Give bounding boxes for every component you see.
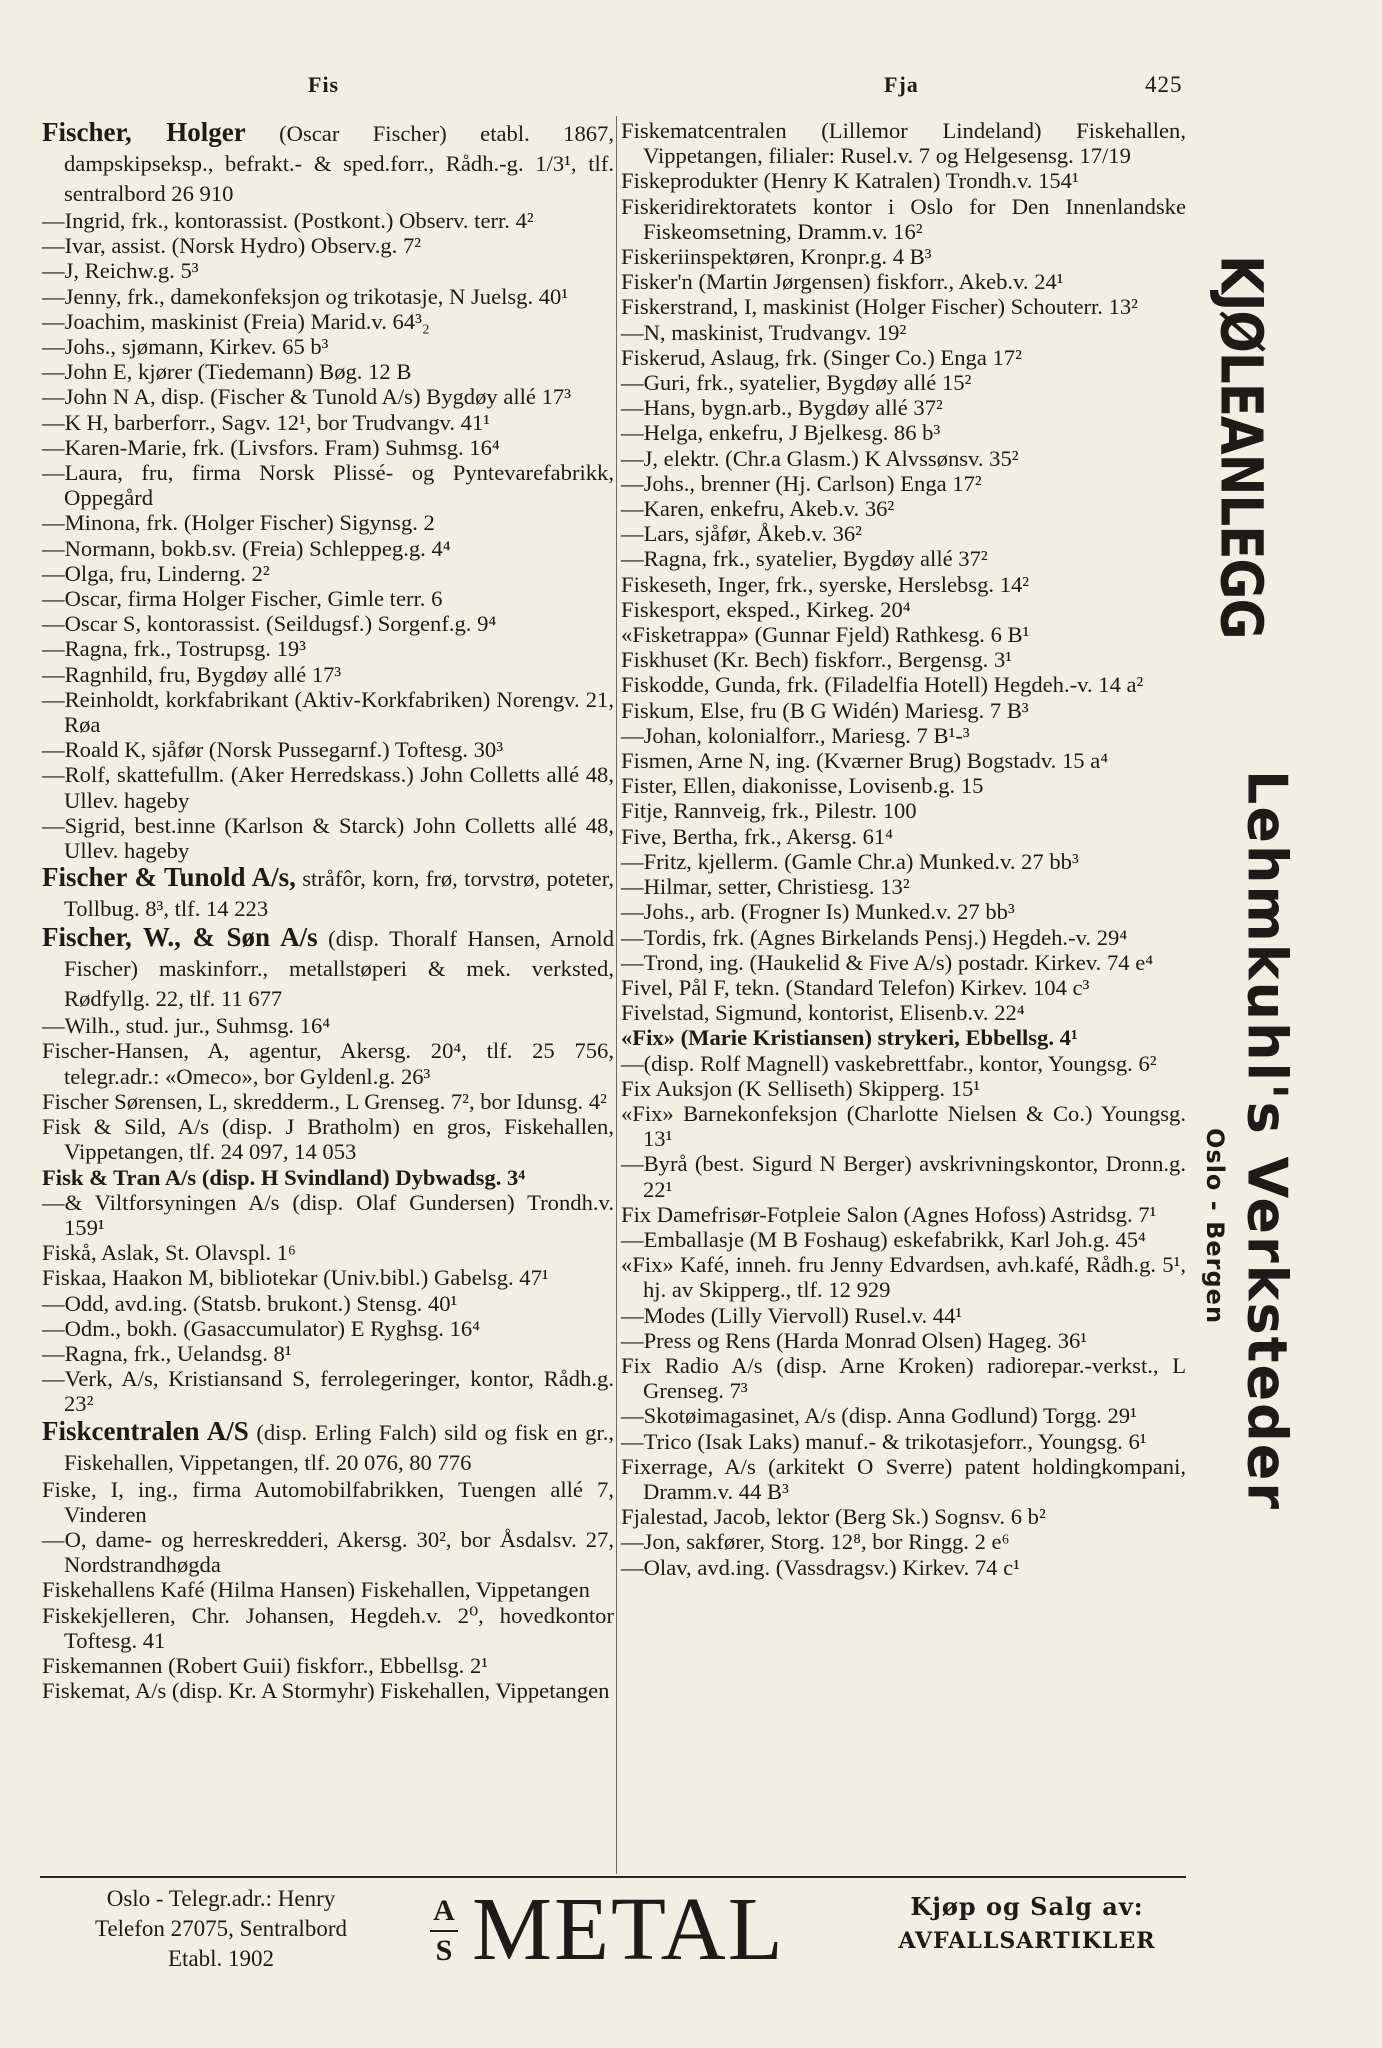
- directory-entry: [42, 435, 614, 460]
- entry-text: —Laura, fru, firma Norsk Plissé- og Pyntevarefabrikk, Oppegård: [42, 460, 614, 511]
- as-bottom: S: [435, 1934, 453, 1967]
- entry-text: —Jon, sakfører, Storg. 12⁸, bor Ringg. 2 e⁶: [621, 1529, 1010, 1555]
- footer-advertisement: [40, 1880, 1186, 2000]
- entry-text: —Karen, enkefru, Akeb.v. 36²: [621, 496, 895, 522]
- header-center-keyword: Fja: [884, 72, 919, 97]
- entry-details: (disp. Thoralf Hansen, Arnold Fischer) maskinforr., metallstøperi & mek. verksted, Rødfyllg. 22, tlf. 11 677: [64, 926, 614, 1012]
- footer-contact: [54, 1884, 388, 1974]
- entry-text: «Fix» Barnekonfeksjon (Charlotte Nielsen & Co.) Youngsg. 13¹: [621, 1100, 1186, 1152]
- entry-text: Fixerrage, A/s (arkitekt O Sverre) patent holdingkompani, Dramm.v. 44 B³: [621, 1453, 1186, 1504]
- directory-entry: [621, 1202, 1186, 1227]
- entry-text: —Lars, sjåfør, Åkeb.v. 36²: [621, 521, 862, 547]
- entry-text: Fiskehallens Kafé (Hilma Hansen) Fiskehallen, Vippetangen: [42, 1577, 590, 1603]
- directory-entry: [42, 536, 614, 561]
- footer-right-1: Kjøp og Salg av:: [910, 1892, 1144, 1921]
- entry-text: Five, Bertha, frk., Akersg. 61⁴: [621, 823, 894, 849]
- entry-text: —Jenny, frk., damekonfeksjon og trikotasje, N Juelsg. 40¹: [42, 283, 569, 309]
- directory-entry: [42, 1527, 614, 1577]
- entry-details: stråfôr, korn, frø, torvstrø, poteter, Tollbug. 8³, tlf. 14 223: [64, 866, 614, 922]
- entry-text: Fix Damefrisør-Fotpleie Salon (Agnes Hofoss) Astridsg. 7¹: [621, 1201, 1157, 1227]
- directory-entry: [621, 345, 1186, 370]
- entry-text: —Odm., bokh. (Gasaccumulator) E Ryghsg. 16⁴: [42, 1315, 481, 1341]
- directory-entry: [42, 662, 614, 687]
- directory-entry: [621, 1454, 1186, 1504]
- directory-entry: [42, 118, 614, 208]
- entry-text: Fivel, Pål F, tekn. (Standard Telefon) Kirkev. 104 c³: [621, 974, 1090, 1000]
- directory-entry: [621, 294, 1186, 319]
- entry-text: —J, Reichw.g. 5³: [42, 258, 199, 284]
- directory-entry: [42, 561, 614, 586]
- directory-entry: [42, 1316, 614, 1341]
- entry-text: Fisker'n (Martin Jørgensen) fiskforr., Akeb.v. 24¹: [621, 269, 1064, 295]
- directory-entry: [42, 1240, 614, 1265]
- directory-entry: [42, 1165, 614, 1190]
- entry-text: —Sigrid, best.inne (Karlson & Starck) John Colletts allé 48, Ullev. hageby: [42, 812, 614, 864]
- footer-line-1: Oslo - Telegr.adr.: Henry: [106, 1886, 336, 1911]
- ad-kjoleanlegg-text: KJØLEANLEGG: [1207, 255, 1275, 639]
- entry-text: —Olga, fru, Linderng. 2²: [42, 560, 270, 586]
- directory-entry: [621, 647, 1186, 672]
- left-column: [42, 118, 614, 1703]
- entry-text: Fivelstad, Sigmund, kontorist, Elisenb.v. 22⁴: [621, 1000, 1025, 1026]
- directory-entry: [42, 923, 614, 1013]
- directory-entry: [621, 975, 1186, 1000]
- ad-lehmkuhl-text: Lehmkuhl's Verksteder: [1235, 770, 1299, 1512]
- entry-text: Fischer, W., & Søn A/s: [42, 922, 318, 953]
- directory-entry: [42, 359, 614, 384]
- directory-entry: [621, 748, 1186, 773]
- directory-entry: [42, 460, 614, 510]
- footer-right: [868, 1890, 1186, 1958]
- directory-entry: [42, 1577, 614, 1602]
- footer-line-3: Etabl. 1902: [167, 1946, 275, 1971]
- entry-text: Fiskeprodukter (Henry K Katralen) Trondh.v. 154¹: [621, 168, 1079, 194]
- ad-oslo-bergen-text: Oslo - Bergen: [1201, 1128, 1229, 1325]
- directory-entry: [621, 622, 1186, 647]
- entry-text: —Trico (Isak Laks) manuf.- & trikotasjeforr., Youngsg. 6¹: [621, 1428, 1147, 1454]
- entry-text: Fiskå, Aslak, St. Olavspl. 1⁶: [42, 1240, 296, 1266]
- directory-entry: [621, 1076, 1186, 1101]
- footer-right-2: AVFALLSARTIKLER: [898, 1928, 1156, 1954]
- entry-text: —Ingrid, frk., kontorassist. (Postkont.) Observ. terr. 4²: [42, 208, 534, 233]
- as-bar: [430, 1930, 458, 1932]
- directory-entry: [42, 1013, 614, 1038]
- directory-entry: [621, 521, 1186, 546]
- entry-text: Fisk & Tran A/s (disp. H Svindland) Dybwadsg. 3⁴: [42, 1164, 526, 1190]
- directory-entry: [621, 1529, 1186, 1554]
- right-column: [621, 118, 1186, 1580]
- footer-divider: [40, 1876, 1186, 1878]
- entry-text: —Johan, kolonialforr., Mariesg. 7 B¹-³: [621, 722, 970, 748]
- ad-lehmkuhl: [1232, 770, 1302, 1760]
- directory-entry: [621, 168, 1186, 193]
- entry-text: —(disp. Rolf Magnell) vaskebrettfabr., kontor, Youngsg. 6²: [621, 1050, 1157, 1076]
- directory-entry: [621, 496, 1186, 521]
- entry-text: Fiskeriinspektøren, Kronpr.g. 4 B³: [621, 244, 932, 270]
- directory-entry: [42, 334, 614, 359]
- entry-text: «Fix» Kafé, inneh. fru Jenny Edvardsen, avh.kafé, Rådh.g. 5¹, hj. av Skipperg., tlf. 12 929: [621, 1252, 1186, 1303]
- directory-entry: [42, 1114, 614, 1164]
- directory-entry: [42, 1038, 614, 1088]
- entry-text: Fitje, Rannveig, frk., Pilestr. 100: [621, 798, 917, 824]
- directory-entry: [621, 698, 1186, 723]
- entry-text: Fjalestad, Jacob, lektor (Berg Sk.) Sognsv. 6 b²: [621, 1504, 1046, 1530]
- entry-text: —Ragnhild, fru, Bygdøy allé 17³: [42, 661, 342, 687]
- entry-text: —Oscar, firma Holger Fischer, Gimle terr. 6: [42, 586, 443, 612]
- entry-text: Fiskum, Else, fru (B G Widén) Mariesg. 7 B³: [621, 697, 1029, 723]
- entry-text: —Ragna, frk., Uelandsg. 8¹: [42, 1340, 292, 1366]
- directory-entry: [621, 1101, 1186, 1151]
- entry-text: —Hans, bygn.arb., Bygdøy allé 37²: [621, 395, 943, 421]
- directory-entry: [621, 874, 1186, 899]
- directory-entry: [42, 1417, 614, 1477]
- entry-text: —Reinholdt, korkfabrikant (Aktiv-Korkfabriken) Norengv. 21, Røa: [42, 686, 614, 738]
- entry-text: Fischer & Tunold A/s,: [42, 862, 296, 893]
- directory-entry: [42, 208, 614, 233]
- entry-text: «Fix» (Marie Kristiansen) strykeri, Ebbellsg. 4¹: [621, 1025, 1078, 1051]
- entry-text: «Fisketrappa» (Gunnar Fjeld) Rathkesg. 6 B¹: [621, 622, 1030, 648]
- entry-text: —Karen-Marie, frk. (Livsfors. Fram) Suhmsg. 16⁴: [42, 434, 500, 460]
- directory-entry: [621, 1252, 1186, 1302]
- directory-entry: [42, 1603, 614, 1653]
- directory-entry: [42, 284, 614, 309]
- entry-text: —Tordis, frk. (Agnes Birkelands Pensj.) Hegdeh.-v. 29⁴: [621, 924, 1128, 950]
- entry-text: —Ragna, frk., Tostrupsg. 19³: [42, 636, 306, 662]
- entry-text: —Johs., brenner (Hj. Carlson) Enga 17²: [621, 470, 982, 496]
- directory-entry: [42, 1678, 614, 1703]
- entry-text: —John E, kjører (Tiedemann) Bøg. 12 B: [42, 359, 412, 385]
- directory-entry: [621, 1303, 1186, 1328]
- entry-text: Fiskeridirektoratets kontor i Oslo for Den Innenlandske Fiskeomsetning, Dramm.v. 16²: [621, 193, 1186, 244]
- entry-text: Fiskeseth, Inger, frk., syerske, Herslebsg. 14²: [621, 571, 1030, 597]
- directory-entry: [42, 1341, 614, 1366]
- directory-entry: [621, 194, 1186, 244]
- entry-text: —Johs., sjømann, Kirkev. 65 b³: [42, 334, 329, 360]
- directory-entry: [621, 925, 1186, 950]
- directory-entry: [42, 309, 614, 334]
- directory-entry: [42, 762, 614, 812]
- entry-text: —J, elektr. (Chr.a Glasm.) K Alvssønsv. 35²: [621, 445, 1019, 471]
- entry-text: Fiskemannen (Robert Guii) fiskforr., Ebbellsg. 2¹: [42, 1652, 489, 1678]
- ad-oslo-bergen: [1198, 1128, 1232, 1438]
- directory-entry: [42, 813, 614, 863]
- entry-text: —N, maskinist, Trudvangv. 19²: [621, 319, 907, 345]
- directory-entry: [621, 546, 1186, 571]
- page-number: 425: [1145, 72, 1183, 97]
- entry-text: —Guri, frk., syatelier, Bygdøy allé 15²: [621, 370, 972, 396]
- directory-entry: [42, 1477, 614, 1527]
- directory-entry: [621, 798, 1186, 823]
- directory-entry: [621, 899, 1186, 924]
- column-divider: [616, 116, 617, 1874]
- directory-entry: [621, 824, 1186, 849]
- entry-text: —Hilmar, setter, Christiesg. 13²: [621, 874, 910, 900]
- directory-entry: [621, 1429, 1186, 1454]
- directory-entry: [42, 737, 614, 762]
- as-top: A: [433, 1894, 455, 1927]
- directory-entry: [42, 1291, 614, 1316]
- directory-entry: [621, 118, 1186, 168]
- directory-entry: [621, 773, 1186, 798]
- directory-entry: [621, 950, 1186, 975]
- entry-text: Fix Radio A/s (disp. Arne Kroken) radiorepar.-verkst., L Grenseg. 7³: [621, 1352, 1186, 1404]
- entry-text: Fiskerud, Aslaug, frk. (Singer Co.) Enga 17²: [621, 344, 1022, 370]
- entry-text: —Byrå (best. Sigurd N Berger) avskrivningskontor, Dronn.g. 22¹: [621, 1151, 1186, 1202]
- entry-text: —Ragna, frk., syatelier, Bygdøy allé 37²: [621, 546, 988, 572]
- directory-entry: [621, 471, 1186, 496]
- entry-text: Fiske, I, ing., firma Automobilfabrikken, Tuengen allé 7, Vinderen: [42, 1476, 614, 1527]
- directory-entry: [621, 1504, 1186, 1529]
- entry-text: Fister, Ellen, diakonisse, Lovisenb.g. 15: [621, 773, 984, 799]
- directory-entry: [42, 611, 614, 636]
- entry-text: —Oscar S, kontorassist. (Seildugsf.) Sorgenf.g. 9⁴: [42, 611, 497, 637]
- footer-brand-metal: METAL: [472, 1880, 785, 1979]
- directory-entry: [621, 395, 1186, 420]
- directory-entry: [621, 1151, 1186, 1201]
- entry-text: Fismen, Arne N, ing. (Kværner Brug) Bogstadv. 15 a⁴: [621, 748, 1109, 774]
- entry-text: —John N A, disp. (Fischer & Tunold A/s) Bygdøy allé 17³: [42, 384, 571, 410]
- directory-entry: [42, 384, 614, 409]
- entry-text: —Skotøimagasinet, A/s (disp. Anna Godlund) Torgg. 29¹: [621, 1403, 1137, 1429]
- entry-text: Fiskaa, Haakon M, bibliotekar (Univ.bibl.) Gabelsg. 47¹: [42, 1265, 549, 1291]
- entry-text: —Rolf, skattefullm. (Aker Herredskass.) John Colletts allé 48, Ullev. hageby: [42, 762, 614, 813]
- entry-text: —Odd, avd.ing. (Statsb. brukont.) Stensg. 40¹: [42, 1290, 458, 1316]
- directory-entry: [42, 1089, 614, 1114]
- entry-text: —Modes (Lilly Viervoll) Rusel.v. 44¹: [621, 1302, 963, 1328]
- directory-entry: [621, 420, 1186, 445]
- directory-entry: [42, 586, 614, 611]
- entry-text: Fiskerstrand, I, maskinist (Holger Fischer) Schouterr. 13²: [621, 294, 1138, 320]
- directory-entry: [42, 1265, 614, 1290]
- directory-entry: [621, 1227, 1186, 1252]
- header-left-keyword: Fis: [308, 72, 340, 97]
- directory-entry: [621, 269, 1186, 294]
- entry-text: —Verk, A/s, Kristiansand S, ferrolegeringer, kontor, Rådh.g. 23²: [42, 1366, 614, 1417]
- entry-text: —Normann, bokb.sv. (Freia) Schleppeg.g. 4⁴: [42, 535, 451, 561]
- directory-entry: [42, 1653, 614, 1678]
- directory-entry: [621, 320, 1186, 345]
- entry-text: Fix Auksjon (K Selliseth) Skipperg. 15¹: [621, 1075, 981, 1101]
- entry-text: —Fritz, kjellerm. (Gamle Chr.a) Munked.v. 27 bb³: [621, 848, 1079, 874]
- directory-entry: [621, 1353, 1186, 1403]
- entry-text: Fiskekjelleren, Chr. Johansen, Hegdeh.v. 2⁰, hovedkontor Toftesg. 41: [42, 1602, 614, 1653]
- entry-text: Fischer, Holger: [42, 117, 246, 147]
- entry-text: —Press og Rens (Harda Monrad Olsen) Hageg. 36¹: [621, 1327, 1088, 1353]
- entry-text: —Olav, avd.ing. (Vassdragsv.) Kirkev. 74 c¹: [621, 1554, 1020, 1580]
- entry-text: Fiskodde, Gunda, frk. (Filadelfia Hotell) Hegdeh.-v. 14 a²: [621, 672, 1144, 698]
- directory-entry: [621, 1555, 1186, 1580]
- entry-text: —Trond, ing. (Haukelid & Five A/s) postadr. Kirkev. 74 e⁴: [621, 949, 1154, 975]
- entry-text: Fiskhuset (Kr. Bech) fiskforr., Bergensg. 3¹: [621, 647, 1013, 673]
- directory-entry: [621, 1051, 1186, 1076]
- directory-entry: [621, 849, 1186, 874]
- entry-text: —Joachim, maskinist (Freia) Marid.v. 64³₂: [42, 308, 430, 334]
- directory-entry: [621, 446, 1186, 471]
- directory-entry: [621, 1328, 1186, 1353]
- directory-entry: [621, 1025, 1186, 1050]
- entry-text: —Wilh., stud. jur., Suhmsg. 16⁴: [42, 1013, 331, 1039]
- entry-text: —O, dame- og herreskredderi, Akersg. 30², bor Åsdalsv. 27, Nordstrandhøgda: [42, 1526, 614, 1578]
- directory-entry: [621, 1000, 1186, 1025]
- entry-text: Fischer Sørensen, L, skredderm., L Grenseg. 7², bor Idunsg. 4²: [42, 1088, 607, 1114]
- directory-entry: [42, 510, 614, 535]
- ad-kjoleanlegg: [1207, 222, 1275, 672]
- directory-entry: [42, 1366, 614, 1416]
- directory-entry: [42, 233, 614, 258]
- directory-entry: [621, 672, 1186, 697]
- entry-text: —Emballasje (M B Foshaug) eskefabrikk, Karl Joh.g. 45⁴: [621, 1226, 1146, 1252]
- entry-text: Fiskemat, A/s (disp. Kr. A Stormyhr) Fiskehallen, Vippetangen: [42, 1678, 610, 1704]
- footer-line-2: Telefon 27075, Sentralbord: [95, 1916, 347, 1941]
- entry-details: (Oscar Fischer) etabl. 1867, dampskipseksp., befrakt.- & sped.forr., Rådh.-g. 1/3¹, tlf. sentralbord 26 910: [64, 121, 614, 206]
- directory-entry: [621, 597, 1186, 622]
- directory-entry: [42, 410, 614, 435]
- directory-entry: [42, 687, 614, 737]
- entry-text: —Ivar, assist. (Norsk Hydro) Observ.g. 7²: [42, 233, 422, 259]
- entry-details: (disp. Erling Falch) sild og fisk en gr., Fiskehallen, Vippetangen, tlf. 20 076, 80 776: [64, 1419, 614, 1475]
- directory-entry: [42, 636, 614, 661]
- footer-as-mark: [424, 1894, 464, 1968]
- entry-text: —Helga, enkefru, J Bjelkesg. 86 b³: [621, 420, 941, 446]
- directory-entry: [621, 370, 1186, 395]
- entry-text: —K H, barberforr., Sagv. 12¹, bor Trudvangv. 41¹: [42, 409, 491, 435]
- directory-entry: [42, 1190, 614, 1240]
- entry-text: Fisk & Sild, A/s (disp. J Bratholm) en gros, Fiskehallen, Vippetangen, tlf. 24 097, 14 053: [42, 1114, 614, 1165]
- directory-entry: [42, 258, 614, 283]
- entry-text: Fischer-Hansen, A, agentur, Akersg. 20⁴, tlf. 25 756, telegr.adr.: «Omeco», bor Gyldenl.g. 26³: [42, 1038, 614, 1089]
- entry-text: Fiskcentralen A/S: [42, 1415, 249, 1446]
- directory-entry: [42, 863, 614, 923]
- entry-text: —Roald K, sjåfør (Norsk Pussegarnf.) Toftesg. 30³: [42, 737, 503, 763]
- directory-entry: [621, 572, 1186, 597]
- entry-text: —& Viltforsyningen A/s (disp. Olaf Gundersen) Trondh.v. 159¹: [42, 1189, 614, 1240]
- entry-text: Fiskematcentralen (Lillemor Lindeland) Fiskehallen, Vippetangen, filialer: Rusel.v. 7 og Helgesensg. 17/19: [621, 118, 1186, 169]
- entry-text: Fiskesport, eksped., Kirkeg. 20⁴: [621, 596, 911, 622]
- directory-entry: [621, 1403, 1186, 1428]
- directory-entry: [621, 244, 1186, 269]
- entry-text: —Johs., arb. (Frogner Is) Munked.v. 27 bb³: [621, 899, 1015, 925]
- entry-text: —Minona, frk. (Holger Fischer) Sigynsg. 2: [42, 510, 435, 536]
- directory-entry: [621, 723, 1186, 748]
